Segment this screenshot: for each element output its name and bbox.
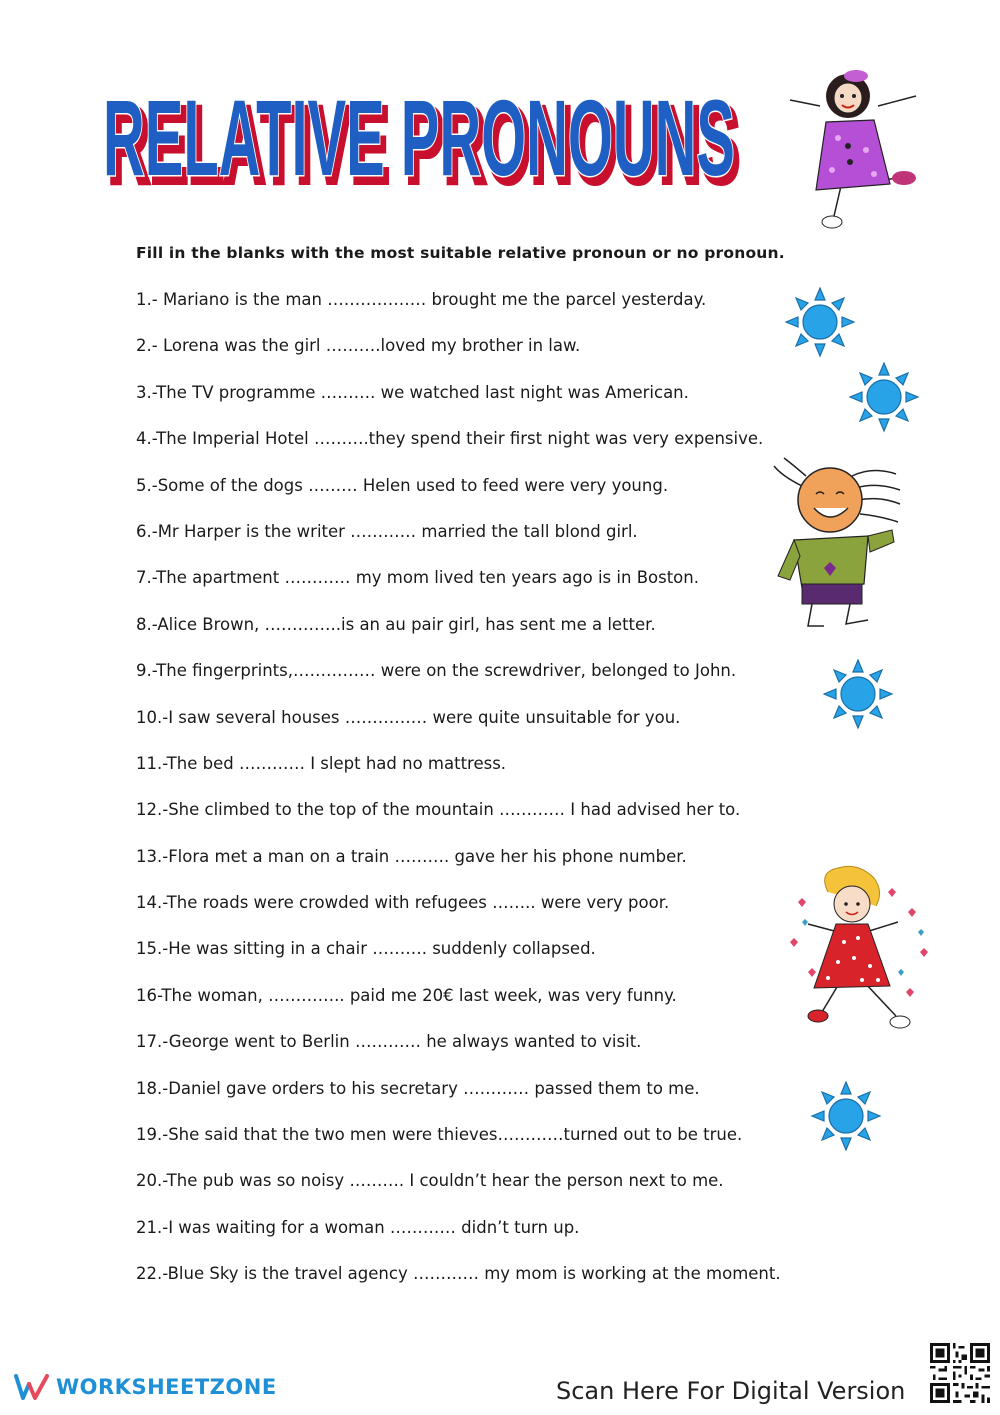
sun-icon xyxy=(848,361,920,433)
question-item: 14.-The roads were crowded with refugees …….. were very poor. xyxy=(136,893,670,913)
question-item: 12.-She climbed to the top of the mountain ………… I had advised her to. xyxy=(136,800,741,820)
instruction-text: Fill in the blanks with the most suitable relative pronoun or no pronoun. xyxy=(136,244,785,262)
question-item: 2.- Lorena was the girl ……….loved my brother in law. xyxy=(136,336,581,356)
sun-icon xyxy=(810,1080,882,1152)
question-item: 8.-Alice Brown, …………..is an au pair girl, has sent me a letter. xyxy=(136,614,656,634)
question-item: 1.- Mariano is the man ……………… brought me the parcel yesterday. xyxy=(136,290,707,309)
question-item: 3.-The TV programme ………. we watched last night was American. xyxy=(136,382,689,402)
question-item: 13.-Flora met a man on a train ………. gave her his phone number. xyxy=(136,846,687,866)
question-item: 19.-She said that the two men were thieves…………turned out to be true. xyxy=(136,1125,743,1145)
girl-red-dress-illustration xyxy=(778,862,938,1040)
question-list xyxy=(136,288,781,1309)
page-title xyxy=(98,82,758,192)
question-item: 9.-The fingerprints,…………… were on the screwdriver, belonged to John. xyxy=(136,661,737,681)
question-item: 11.-The bed ………… I slept had no mattress. xyxy=(136,753,507,773)
question-item: 5.-Some of the dogs ……… Helen used to feed were very young. xyxy=(136,475,669,495)
question-item: 21.-I was waiting for a woman ………… didn’t turn up. xyxy=(136,1217,580,1237)
question-item: 4.-The Imperial Hotel ……….they spend their first night was very expensive. xyxy=(136,429,764,449)
question-item: 17.-George went to Berlin ………… he always wanted to visit. xyxy=(136,1032,642,1052)
question-item: 10.-I saw several houses …………… were quite unsuitable for you. xyxy=(136,707,681,727)
qr-code-icon[interactable] xyxy=(930,1343,990,1403)
girl-purple-dress-illustration xyxy=(786,66,952,236)
question-item: 6.-Mr Harper is the writer ………… married the tall blond girl. xyxy=(136,521,638,541)
sun-icon xyxy=(822,658,894,730)
question-item: 16-The woman, ………….. paid me 20€ last week, was very funny. xyxy=(136,985,677,1005)
question-item: 7.-The apartment ………… my mom lived ten years ago is in Boston. xyxy=(136,568,699,588)
question-item: 15.-He was sitting in a chair ………. suddenly collapsed. xyxy=(136,939,596,959)
question-item: 22.-Blue Sky is the travel agency ………… my mom is working at the moment. xyxy=(136,1264,781,1284)
question-item: 20.-The pub was so noisy ………. I couldn’t hear the person next to me. xyxy=(136,1171,724,1191)
page-title-text: RELATIVE PRONOUNS xyxy=(103,82,735,192)
worksheetzone-brand-text: WORKSHEETZONE xyxy=(56,1375,277,1399)
sun-icon xyxy=(784,286,856,358)
page-title-shadow: RELATIVE PRONOUNS xyxy=(108,84,740,192)
worksheetzone-logo-icon xyxy=(14,1374,50,1400)
boy-green-shirt-illustration xyxy=(772,456,902,632)
question-item: 18.-Daniel gave orders to his secretary ………… passed them to me. xyxy=(136,1078,700,1098)
worksheetzone-logo[interactable] xyxy=(14,1374,277,1400)
scan-here-text: Scan Here For Digital Version xyxy=(556,1377,906,1405)
